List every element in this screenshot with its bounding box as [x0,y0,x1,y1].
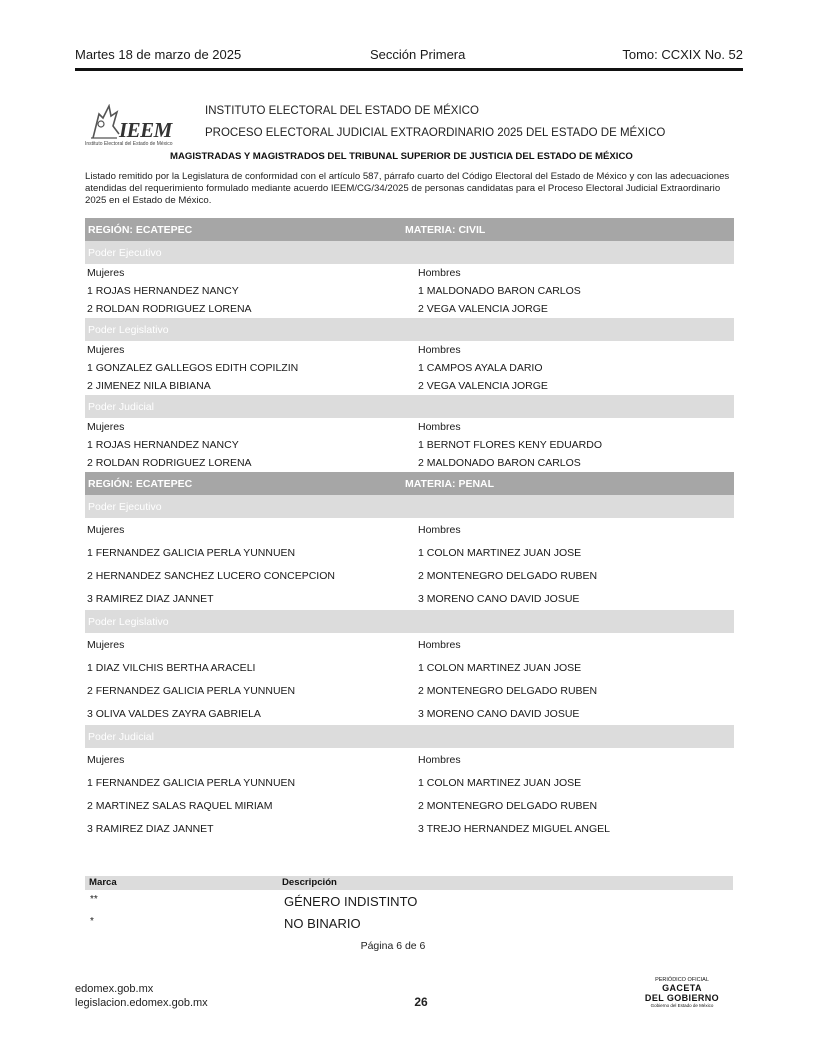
women-label: Mujeres [87,753,125,766]
footer-link-edomex[interactable]: edomex.gob.mx [75,983,154,995]
power-section-row [85,610,734,633]
gender-header-row [85,264,734,282]
legend-row [85,890,733,912]
ieem-emblem-icon [87,104,121,140]
ieem-logo [85,104,185,152]
gaceta-title-line2: DEL GOBIERNO [644,993,720,1003]
power-section-row [85,241,734,264]
legend-table [85,876,733,934]
candidate-row [85,587,734,610]
women-label: Mujeres [87,638,125,651]
candidate-row [85,436,734,454]
men-label: Hombres [418,638,461,651]
tomo-label: Tomo: CCXIX No. 52 [622,47,743,62]
candidate-man: 3 MORENO CANO DAVID JOSUE [418,592,580,605]
candidate-row [85,817,734,840]
candidate-man: 1 CAMPOS AYALA DARIO [418,362,543,374]
gender-header-row [85,418,734,436]
candidate-man: 1 COLON MARTINEZ JUAN JOSE [418,546,582,559]
legend-mark-header: Marca [89,877,117,888]
legend-desc-header: Descripción [282,877,337,888]
candidate-row [85,454,734,472]
intro-paragraph: Listado remitido por la Legislatura de conformidad con el artículo 587, párrafo cuarto del Código Electoral del Estado de México y con las adecuaciones atendidas del requerimiento formulado mediante acuerdo IEEM/CG/34/2025 de personas candidatas para el Proceso Electoral Judicial Extraordinario 2025 en el Estado de México. [85,171,730,207]
power-section-row [85,725,734,748]
candidate-woman: 1 ROJAS HERNANDEZ NANCY [87,439,239,451]
power-label: Poder Legislativo [88,324,169,336]
materia-label: MATERIA: PENAL [405,478,495,490]
candidate-row [85,377,734,395]
women-label: Mujeres [87,523,125,536]
candidate-row [85,300,734,318]
power-section-row [85,495,734,518]
candidate-woman: 1 FERNANDEZ GALICIA PERLA YUNNUEN [87,776,296,789]
power-section-row [85,318,734,341]
gender-header-row [85,633,734,656]
candidate-row [85,564,734,587]
region-header-row [85,218,734,241]
women-label: Mujeres [87,267,125,279]
gaceta-title-line1: GACETA [662,983,702,993]
candidate-woman: 2 JIMENEZ NILA BIBIANA [87,380,211,392]
candidate-woman: 2 ROLDAN RODRIGUEZ LORENA [87,303,252,315]
candidate-row [85,541,734,564]
legend-description: NO BINARIO [284,916,361,931]
candidate-man: 1 COLON MARTINEZ JUAN JOSE [418,661,582,674]
power-label: Poder Legislativo [88,616,169,628]
candidate-man: 3 MORENO CANO DAVID JOSUE [418,707,580,720]
gaceta-logo [634,977,730,1008]
ieem-logo-subtitle: Instituto Electoral del Estado de México [85,141,173,147]
candidate-row [85,359,734,377]
candidate-man: 2 MONTENEGRO DELGADO RUBEN [418,684,598,697]
candidate-row [85,702,734,725]
power-label: Poder Ejecutivo [88,247,162,259]
candidate-man: 1 MALDONADO BARON CARLOS [418,285,581,297]
gaceta-top-label: PERIÓDICO OFICIAL [655,977,709,983]
candidate-woman: 3 OLIVA VALDES ZAYRA GABRIELA [87,707,261,720]
candidate-woman: 2 MARTINEZ SALAS RAQUEL MIRIAM [87,799,273,812]
candidate-woman: 3 RAMIREZ DIAZ JANNET [87,592,214,605]
institute-name: INSTITUTO ELECTORAL DEL ESTADO DE MÉXICO [205,105,479,117]
power-label: Poder Ejecutivo [88,501,162,513]
ieem-logo-text: IEEM [119,118,172,142]
candidate-row [85,771,734,794]
candidate-woman: 2 FERNANDEZ GALICIA PERLA YUNNUEN [87,684,296,697]
candidate-woman: 1 GONZALEZ GALLEGOS EDITH COPILZIN [87,362,299,374]
header-rule [75,68,743,71]
candidate-man: 2 VEGA VALENCIA JORGE [418,380,548,392]
gaceta-subtitle: Gobierno del Estado de México [650,1003,714,1008]
candidate-woman: 2 HERNANDEZ SANCHEZ LUCERO CONCEPCION [87,569,335,582]
candidates-table [85,218,734,840]
candidate-man: 2 MONTENEGRO DELGADO RUBEN [418,799,598,812]
candidate-woman: 2 ROLDAN RODRIGUEZ LORENA [87,457,252,469]
candidate-man: 1 BERNOT FLORES KENY EDUARDO [418,439,602,451]
candidate-man: 2 VEGA VALENCIA JORGE [418,303,548,315]
legend-row [85,912,733,934]
region-label: REGIÓN: ECATEPEC [88,478,193,490]
candidate-man: 1 COLON MARTINEZ JUAN JOSE [418,776,582,789]
candidate-row [85,656,734,679]
power-section-row [85,395,734,418]
women-label: Mujeres [87,344,125,356]
candidate-man: 2 MONTENEGRO DELGADO RUBEN [418,569,598,582]
power-label: Poder Judicial [88,731,154,743]
candidate-row [85,282,734,300]
legend-mark: ** [90,894,98,905]
footer-link-legislacion[interactable]: legislacion.edomex.gob.mx [75,996,208,1009]
men-label: Hombres [418,421,461,433]
section-label: Sección Primera [370,47,466,62]
legend-header [85,876,733,890]
candidate-woman: 1 DIAZ VILCHIS BERTHA ARACELI [87,661,256,674]
materia-label: MATERIA: CIVIL [405,224,486,236]
legend-mark: * [90,916,94,927]
men-label: Hombres [418,267,461,279]
candidate-woman: 1 ROJAS HERNANDEZ NANCY [87,285,239,297]
men-label: Hombres [418,523,461,536]
men-label: Hombres [418,753,461,766]
gender-header-row [85,748,734,771]
gender-header-row [85,341,734,359]
candidate-man: 2 MALDONADO BARON CARLOS [418,457,581,469]
legend-description: GÉNERO INDISTINTO [284,894,418,909]
candidate-man: 3 TREJO HERNANDEZ MIGUEL ANGEL [418,822,610,835]
region-label: REGIÓN: ECATEPEC [88,224,193,236]
men-label: Hombres [418,344,461,356]
candidate-woman: 1 FERNANDEZ GALICIA PERLA YUNNUEN [87,546,296,559]
process-name: PROCESO ELECTORAL JUDICIAL EXTRAORDINARIO 2025 DEL ESTADO DE MÉXICO [205,127,666,139]
issue-date: Martes 18 de marzo de 2025 [75,47,242,62]
page-of-label: Página 6 de 6 [360,940,426,952]
power-label: Poder Judicial [88,401,154,413]
document-title: MAGISTRADAS Y MAGISTRADOS DEL TRIBUNAL SUPERIOR DE JUSTICIA DEL ESTADO DE MÉXICO [170,151,633,162]
page-number: 26 [414,995,428,1009]
gender-header-row [85,518,734,541]
candidate-woman: 3 RAMIREZ DIAZ JANNET [87,822,214,835]
women-label: Mujeres [87,421,125,433]
region-header-row [85,472,734,495]
candidate-row [85,794,734,817]
candidate-row [85,679,734,702]
page-header [75,47,743,67]
